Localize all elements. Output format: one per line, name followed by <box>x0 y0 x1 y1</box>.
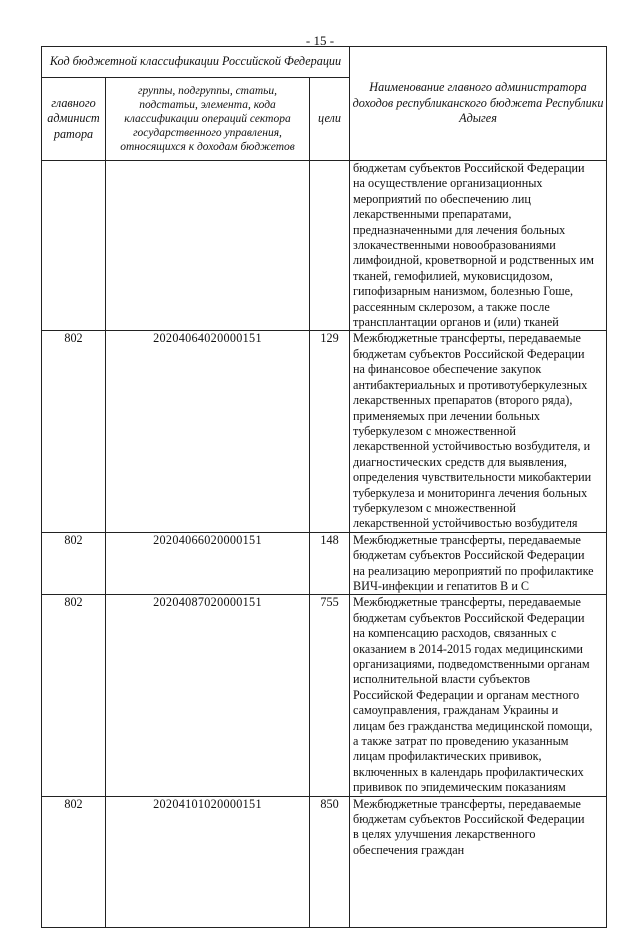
name-text-line: трансплантации органов и (или) тканей <box>353 315 559 330</box>
header-col-name: Наименование главного администратора доходов республиканского бюджета Республики Адыгея <box>350 47 607 161</box>
header-col-goal: цели <box>310 78 350 161</box>
name-text-line: на финансовое обеспечение закупок <box>353 362 542 377</box>
header-group-title: Код бюджетной классификации Российской Федерации <box>42 47 350 78</box>
cell-classification-code: 20204101020000151 <box>106 796 310 927</box>
page-number: - 15 - <box>305 33 335 48</box>
name-text-line: а также затрат по проведению указанным <box>353 734 569 749</box>
name-text-line: тканей, гемофилией, муковисцидозом, <box>353 268 553 283</box>
name-text-line: прививок по эпидемическим показаниям <box>353 780 566 795</box>
cell-goal-code: 129 <box>310 331 350 532</box>
cell-administrator-name <box>350 161 607 331</box>
table-row <box>42 595 607 796</box>
cell-goal-code: 755 <box>310 595 350 796</box>
name-text-line: Межбюджетные трансферты, передаваемые <box>353 796 581 811</box>
table-row <box>42 331 607 532</box>
name-text-line: рассеянным склерозом, а также после <box>353 299 550 314</box>
table-row <box>42 161 607 331</box>
name-text-line: мероприятий по обеспечению лиц <box>353 191 531 206</box>
name-text-line: лекарственными препаратами, <box>353 207 512 222</box>
header-col-code: группы, подгруппы, статьи, подстатьи, элемента, кода классификации операций сектора государственного управления, относящихся к доходам бюджетов <box>106 78 310 161</box>
cell-classification-code: 20204087020000151 <box>106 595 310 796</box>
cell-administrator-name <box>350 796 607 927</box>
name-text-line: Межбюджетные трансферты, передаваемые <box>353 595 581 610</box>
name-text-line: лекарственной устойчивостью возбудителя, и <box>353 439 591 454</box>
name-text-line: бюджетам субъектов Российской Федерации <box>353 161 585 175</box>
name-text-line: Российской Федерации и органам местного <box>353 687 580 702</box>
name-text-line: определения чувствительности микобактерии <box>353 470 592 485</box>
name-text-line: злокачественными новообразованиями <box>353 238 556 253</box>
cell-admin-code <box>42 161 106 331</box>
name-text-line: оказанием в 2014-2015 годах медицинскими <box>353 641 583 656</box>
name-text-line: туберкулеза и мониторинга лечения больных <box>353 485 588 500</box>
cell-admin-code: 802 <box>42 595 106 796</box>
name-text-line: Межбюджетные трансферты, передаваемые <box>353 331 581 346</box>
name-text-line: на реализацию мероприятий по профилактике <box>353 563 594 578</box>
name-text-line: применяемых при лечении больных <box>353 408 540 423</box>
name-text-line: туберкулезом с множественной <box>353 423 516 438</box>
name-text-line: туберкулезом с множественной <box>353 500 516 515</box>
cell-admin-code: 802 <box>42 532 106 595</box>
name-text-line: ВИЧ-инфекции и гепатитов В и С <box>353 578 530 593</box>
name-text-line: самоуправления, гражданам Украины и <box>353 703 559 718</box>
name-text-line: лимфоидной, кроветворной и родственных им <box>353 253 594 268</box>
cell-admin-code: 802 <box>42 796 106 927</box>
name-text-line: организациями, подведомственными органам <box>353 657 590 671</box>
cell-goal-code <box>310 161 350 331</box>
table-row <box>42 796 607 927</box>
name-text-line: бюджетам субъектов Российской Федерации <box>353 548 585 563</box>
cell-goal-code: 850 <box>310 796 350 927</box>
cell-administrator-name <box>350 595 607 796</box>
cell-classification-code: 20204066020000151 <box>106 532 310 595</box>
name-text-line: включенных в календарь профилактических <box>353 764 584 779</box>
name-text-line: лицам профилактических прививок, <box>353 749 542 764</box>
name-text-line: бюджетам субъектов Российской Федерации <box>353 610 585 625</box>
header-col-admin: главного админист ратора <box>42 78 106 161</box>
name-text-line: бюджетам субъектов Российской Федерации <box>353 812 585 827</box>
name-text-line: на компенсацию расходов, связанных с <box>353 626 557 641</box>
name-text-line: антибактериальных и противотуберкулезных <box>353 377 588 392</box>
budget-classification-table <box>41 46 607 928</box>
name-text-line: предназначенными для лечения больных <box>353 222 566 237</box>
name-text-line: в целях улучшения лекарственного <box>353 827 536 842</box>
name-text-line: исполнительной власти субъектов <box>353 672 531 687</box>
name-text-line: на осуществление организационных <box>353 176 543 191</box>
name-text-line: диагностических средств для выявления, <box>353 454 567 469</box>
name-text-line: Межбюджетные трансферты, передаваемые <box>353 532 581 547</box>
name-text-line: бюджетам субъектов Российской Федерации <box>353 346 585 361</box>
cell-classification-code: 20204064020000151 <box>106 331 310 532</box>
name-text-line: лекарственной устойчивостью возбудителя <box>353 516 578 531</box>
table-row <box>42 532 607 595</box>
cell-administrator-name <box>350 532 607 595</box>
name-text-line: обеспечения граждан <box>353 842 465 857</box>
name-text-line: лекарственных препаратов (второго ряда), <box>353 393 573 408</box>
name-text-line: гипофизарным нанизмом, болезнью Гоше, <box>353 284 574 299</box>
name-text-line: лицам без гражданства медицинской помощи, <box>353 718 593 733</box>
cell-goal-code: 148 <box>310 532 350 595</box>
cell-admin-code: 802 <box>42 331 106 532</box>
cell-classification-code <box>106 161 310 331</box>
cell-administrator-name <box>350 331 607 532</box>
